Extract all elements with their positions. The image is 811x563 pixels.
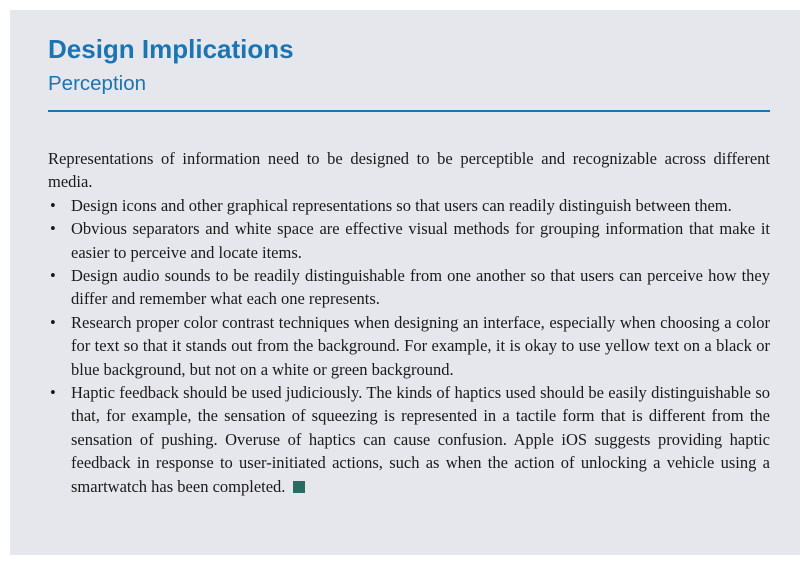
bullet-icon: • (50, 383, 56, 403)
box-body (48, 147, 770, 498)
list-item (48, 264, 770, 311)
box-subtitle: Perception (48, 72, 147, 95)
design-implications-box (10, 10, 800, 555)
end-of-box-marker-icon (293, 481, 305, 493)
list-item-text: Design audio sounds to be readily distinguishable from one another so that users can perceive how they differ and remember what each one represents. (71, 266, 770, 309)
list-item (48, 194, 770, 217)
box-title: Design Implications (48, 34, 294, 64)
bullet-icon: • (50, 219, 56, 239)
list-item-text: Design icons and other graphical representations so that users can readily distinguish between them. (71, 195, 732, 215)
list-item (48, 311, 770, 381)
list-item (48, 381, 770, 498)
bullet-icon: • (50, 195, 56, 215)
list-item-text: Obvious separators and white space are effective visual methods for grouping information that make it easier to perceive and locate items. (71, 219, 770, 262)
list-item-text: Haptic feedback should be used judiciously. The kinds of haptics used should be easily distinguishable so that, for example, the sensation of squeezing is represented in a tactile form that is different from the sensation of pushing. Overuse of haptics can cause confusion. Apple iOS suggests providing haptic feedback in response to user-initiated actions, such as when the action of unlocking a vehicle using a smartwatch has been completed. (71, 383, 770, 496)
bullet-icon: • (50, 312, 56, 332)
intro-paragraph: Representations of information need to be designed to be perceptible and recognizable across different media. (48, 149, 770, 192)
list-item-text: Research proper color contrast techniques when designing an interface, especially when choosing a color for text so that it stands out from the background. For example, it is okay to use yellow text on a black or blue background, but not on a white or green background. (71, 312, 770, 379)
bullet-icon: • (50, 266, 56, 286)
header-divider (48, 110, 770, 112)
bullet-list (48, 194, 770, 498)
list-item (48, 217, 770, 264)
